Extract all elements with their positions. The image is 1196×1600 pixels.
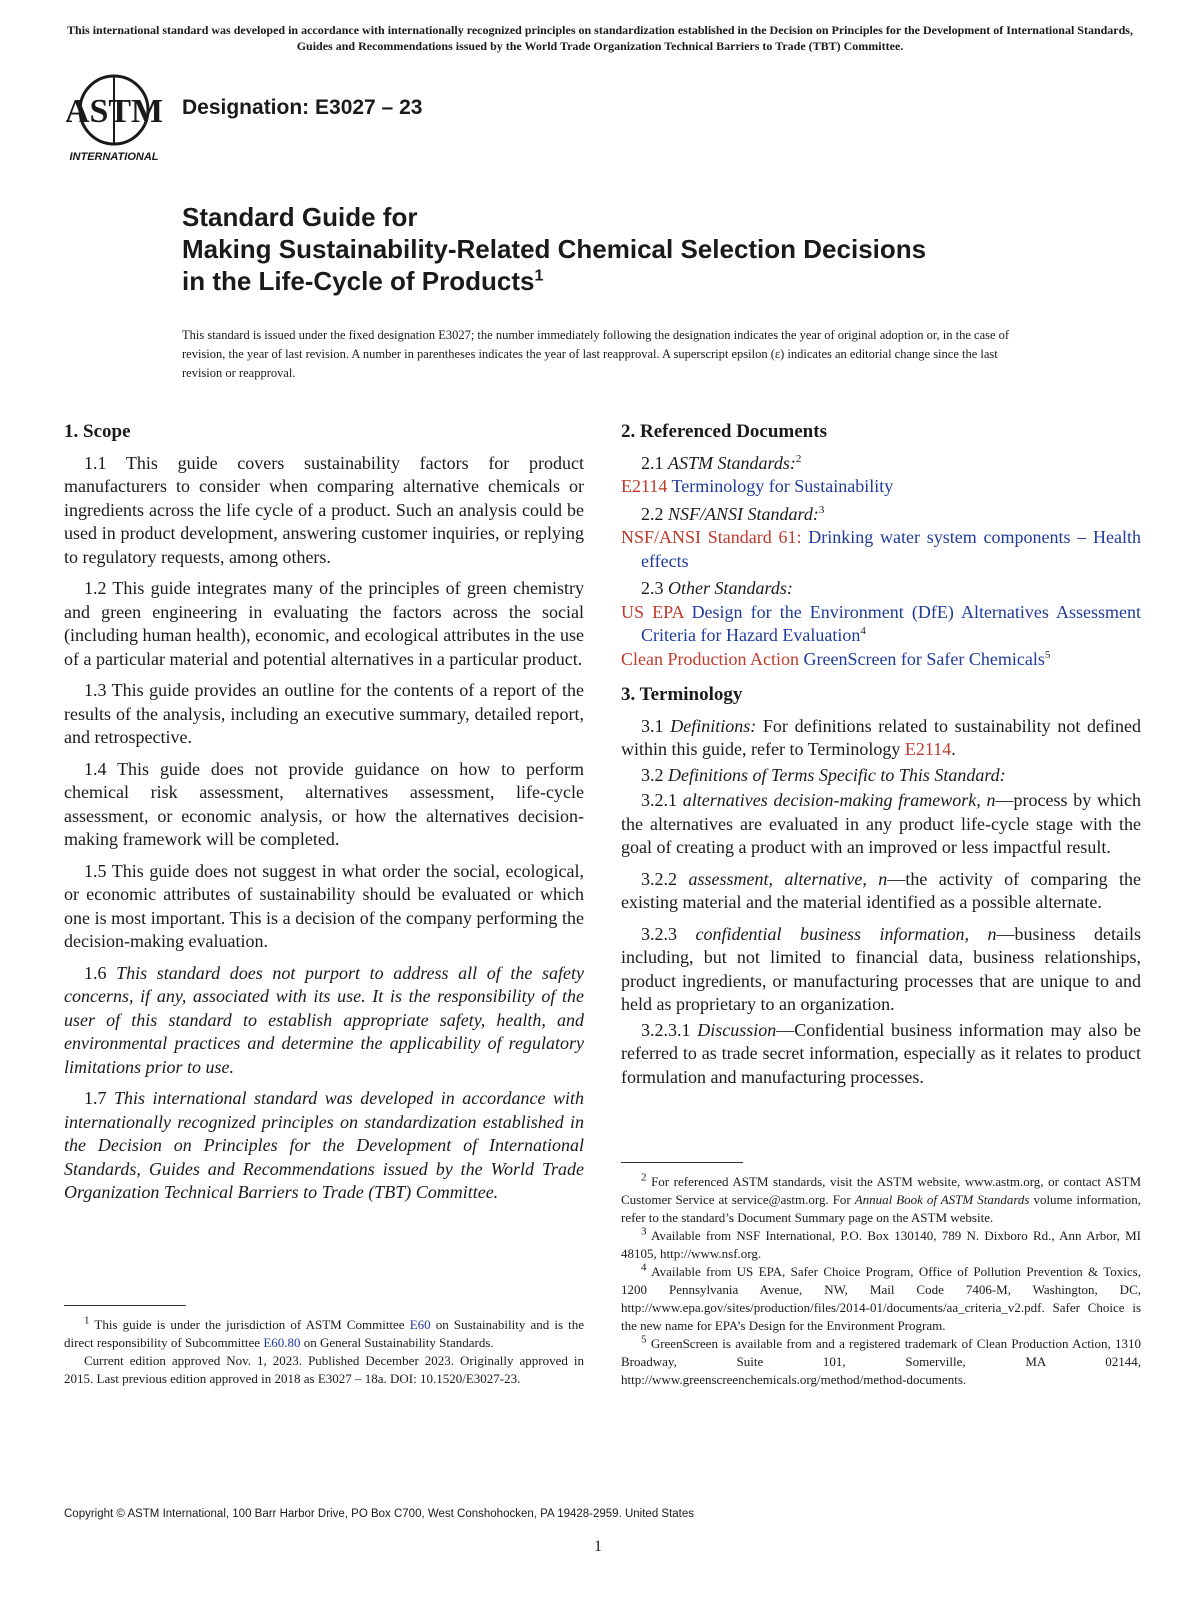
term-3-2: 3.2 Definitions of Terms Specific to This Standard: [641, 764, 1006, 785]
other-standards-label: 2.3 Other Standards: [641, 578, 793, 598]
term-3-2-1: 3.2.1 alternatives decision-making framework, n—process by which the alternatives are evaluated in any product life-cycle stage with the goal of creating a product with an improved or less impactful result. [621, 790, 1141, 857]
right-column [621, 420, 1141, 1097]
scope-1-1: 1.1 This guide covers sustainability factors for product manufacturers to consider when comparing alternative chemicals or ingredients across the life cycle of a product. Such an analysis could be used in product development, answering customer inquiries, or replying to regulatory requests, among others. [64, 452, 584, 567]
ref-epa-dfe-link[interactable]: US EPA Design for the Environment (DfE) Alternatives Assessment Criteria for Hazard Evaluation$^4$ [621, 601, 1142, 645]
ref-greenscreen-link[interactable]: Clean Production Action GreenScreen for Safer Chemicals$^5$ [621, 648, 1051, 669]
scope-1-3: 1.3 This guide provides an outline for the contents of a report of the results of the analysis, including an executive summary, detailed report, and retrospective. [64, 680, 584, 747]
title-line-2: Making Sustainability-Related Chemical Selection Decisions [182, 234, 927, 264]
footnote-5: $^5$ GreenScreen is available from and a registered trademark of Clean Production Action, 1310 Broadway, Suite 101, Somerville, MA 02144, http://www.greenscreenchemicals.org/method/method-documents. [621, 1333, 1142, 1387]
footnote-divider [64, 1305, 186, 1306]
left-column [64, 420, 584, 1213]
page-number: 1 [594, 1538, 602, 1555]
footnotes-left [64, 1305, 584, 1388]
scope-1-5: 1.5 This guide does not suggest in what order the social, ecological, or economic attributes of sustainability should be evaluated or which one is most important. This is a decision of the company performing the decision-making evaluation. [64, 860, 584, 951]
footnote-3: $^3$ Available from NSF International, P.O. Box 130140, 789 N. Dixboro Rd., Ann Arbor, MI 48105, http://www.nsf.org. [621, 1225, 1141, 1261]
svg-text:INTERNATIONAL: INTERNATIONAL [69, 151, 159, 163]
document-title [182, 201, 926, 297]
astm-logo [66, 70, 170, 170]
nsf-standard-label: 2.2 NSF/ANSI Standard:$^3$ [641, 503, 825, 524]
ref-e2114-link[interactable]: E2114 Terminology for Sustainability [621, 476, 894, 496]
term-e2114-link[interactable]: E2114 [904, 739, 952, 759]
term-3-1: 3.1 Definitions: For definitions related to sustainability not defined within this guide, refer to Terminology E2114. [621, 715, 1142, 759]
term-3-2-2: 3.2.2 assessment, alternative, n—the activity of comparing the existing material and the material identified as a possible alternate. [621, 868, 1142, 912]
terminology-heading: 3. Terminology [621, 684, 743, 705]
issued-note: This standard is issued under the fixed designation E3027; the number immediately following the designation indicates the year of original adoption or, in the case of revision, the year of last revision. A number in parentheses indicates the year of last reapproval. A superscript epsilon (ε) indicates an editorial change since the last revision or reapproval. [182, 328, 1010, 380]
scope-heading: 1. Scope [64, 421, 131, 442]
ref-nsf-61-link[interactable]: NSF/ANSI Standard 61: Drinking water system components – Health effects [621, 527, 1142, 571]
footnote-1: $^1$ This guide is under the jurisdiction of ASTM Committee E60 on Sustainability and is the direct responsibility of Subcommittee E60.80 on General Sustainability Standards. [64, 1314, 585, 1350]
header-notice: This international standard was developed in accordance with internationally recognized principles on standardization established in the Decision on Principles for the Development of International Standards, Guides and Recommendations issued by the World Trade Organization Technical Barriers to Trade (TBT) Committee. [67, 23, 1133, 53]
title-line-3: in the Life-Cycle of Products$^1$ [182, 266, 544, 296]
term-3-2-3: 3.2.3 confidential business information, n—business details including, but not limited to financial data, business relationships, product ingredients, or manufacturing processes that are unique to and held as proprietary to an organization. [621, 923, 1141, 1014]
edition-note: Current edition approved Nov. 1, 2023. Published December 2023. Originally approved in 2015. Last previous edition approved in 2018 as E3027 – 18a. DOI: 10.1520/E3027-23. [64, 1353, 584, 1386]
scope-1-2: 1.2 This guide integrates many of the principles of green chemistry and green engineering in evaluating the factors across the social (including human health), economic, and ecological attributes in the use of a particular material and potential alternatives in a particular product. [64, 578, 584, 669]
title-line-1: Standard Guide for [182, 202, 418, 232]
astm-standards-label: 2.1 ASTM Standards:$^2$ [641, 452, 802, 473]
title-footnote-ref[interactable]: 1 [534, 267, 544, 285]
svg-text:ASTM: ASTM [66, 93, 164, 130]
term-3-2-3-1: 3.2.3.1 Discussion—Confidential business information may also be referred to as trade secret information, especially as it relates to product formulation and manufacturing processes. [621, 1019, 1142, 1087]
footnotes-right [621, 1162, 1141, 1389]
e60-80-link[interactable]: E60.80 [263, 1335, 301, 1350]
scope-1-4: 1.4 This guide does not provide guidance on how to perform chemical risk assessment, alternatives assessment, life-cycle assessment, or economic analysis, or how the alternatives decision-making framework will be completed. [64, 758, 584, 849]
referenced-documents-heading: 2. Referenced Documents [621, 421, 827, 442]
footnote-4: $^4$ Available from US EPA, Safer Choice Program, Office of Pollution Prevention & Toxics, 1200 Pennsylvania Avenue, NW, Mail Code 7406-M, Washington, DC, http://www.epa.gov/sites/production/files/2014-01/documents/aa_criteria_v2.pdf. Safer Choice is the new name for EPA’s Design for the Environment Program. [621, 1261, 1141, 1333]
designation: Designation: E3027 – 23 [182, 96, 423, 119]
copyright-line: Copyright © ASTM International, 100 Barr Harbor Drive, PO Box C700, West Conshohocken, PA 19428-2959. United States [64, 1508, 695, 1520]
scope-1-6: 1.6 This standard does not purport to address all of the safety concerns, if any, associated with its use. It is the responsibility of the user of this standard to establish appropriate safety, health, and environmental practices and determine the applicability of regulatory limitations prior to use. [64, 962, 584, 1077]
e60-link[interactable]: E60 [409, 1317, 431, 1332]
scope-1-7: 1.7 This international standard was developed in accordance with internationally recognized principles on standardization established in the Decision on Principles for the Development of International Standards, Guides and Recommendations issued by the World Trade Organization Technical Barriers to Trade (TBT) Committee. [64, 1088, 584, 1202]
footnote-divider [621, 1162, 743, 1163]
footnote-2: $^2$ For referenced ASTM standards, visit the ASTM website, www.astm.org, or contact ASTM Customer Service at service@astm.org. For Annual Book of ASTM Standards volume information, refer to the standard’s Document Summary page on the ASTM website. [621, 1171, 1142, 1225]
